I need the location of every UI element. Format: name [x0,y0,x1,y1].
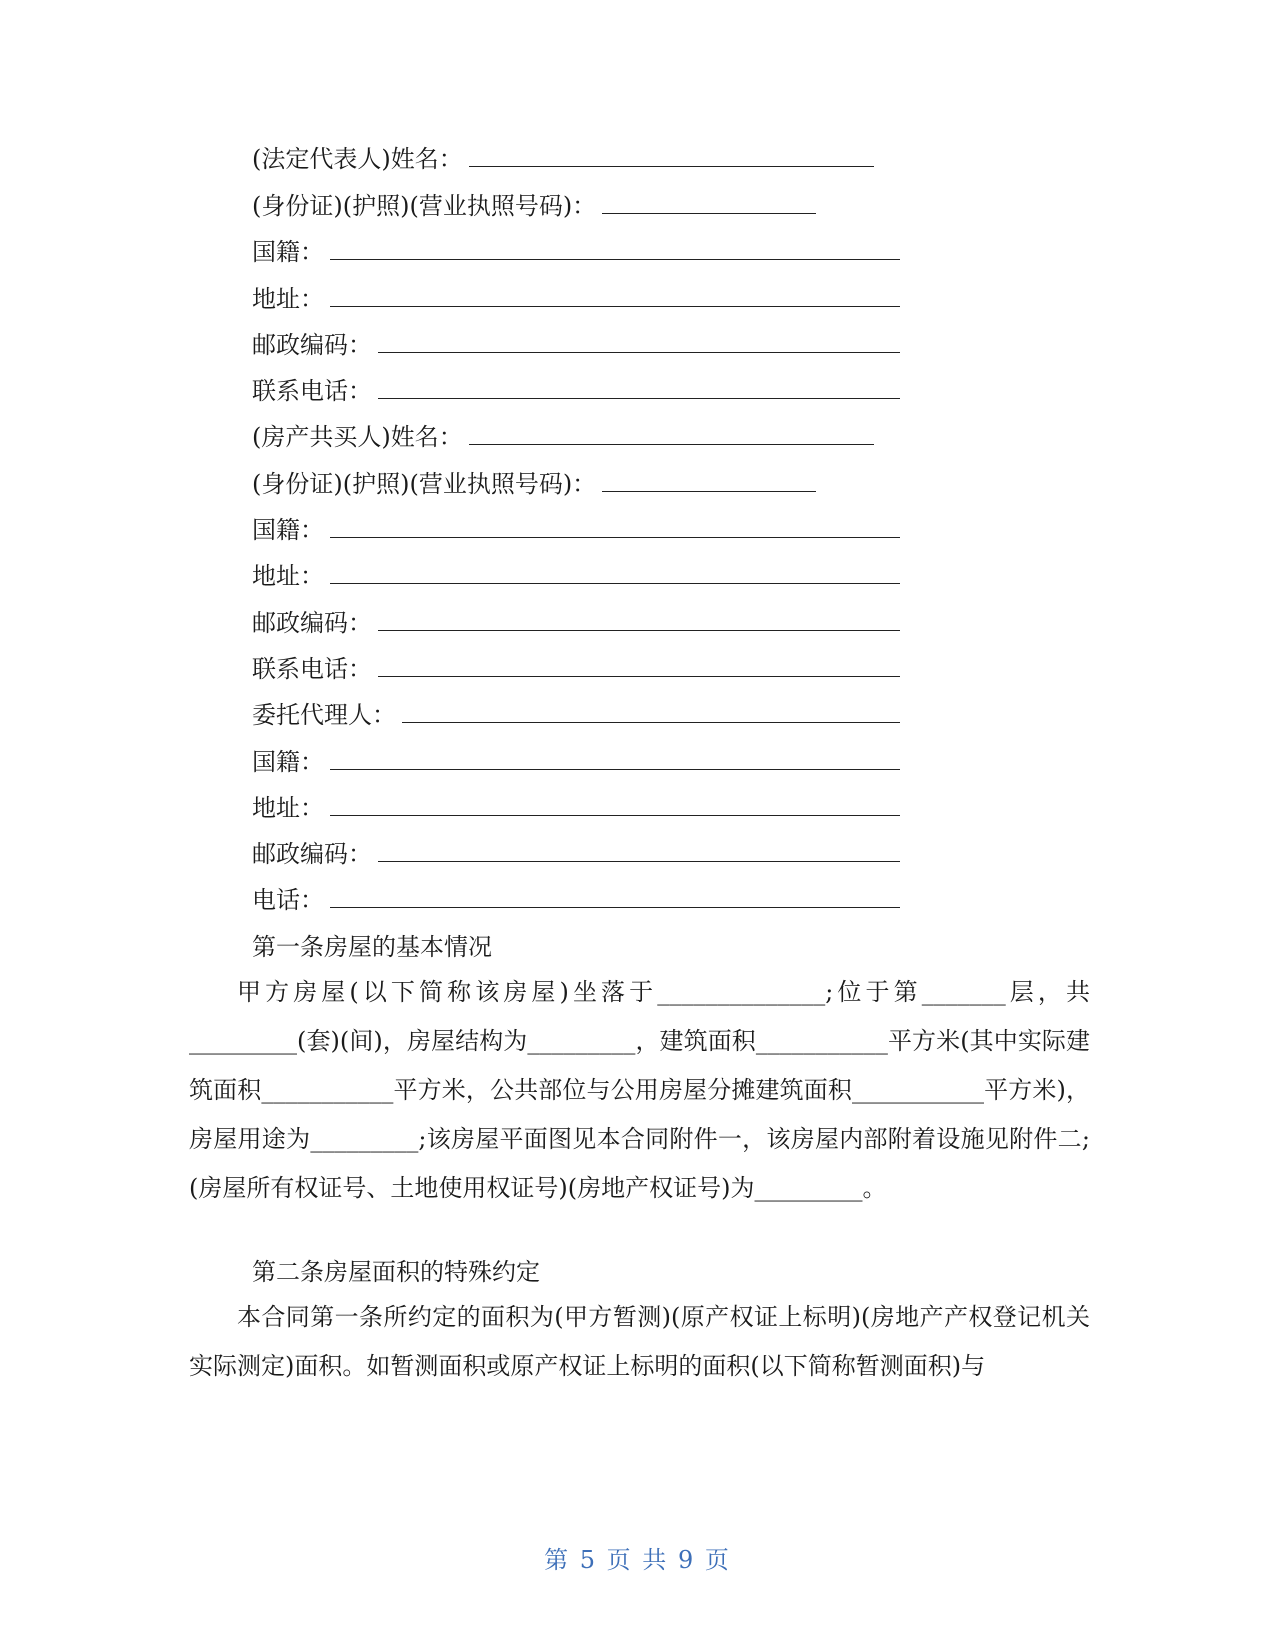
fill-blank [378,650,900,677]
field-label: 电话： [252,886,324,914]
field-label: 地址： [252,562,324,590]
field-agent [252,695,900,735]
fill-blank [378,835,900,862]
fill-blank [602,187,816,214]
fill-blank [602,465,816,492]
field-label: 联系电话： [252,655,372,683]
field-label: 邮政编码： [252,840,372,868]
field-label: 邮政编码： [252,609,372,637]
fill-blank [330,280,900,307]
field-label: (房产共买人)姓名： [252,423,463,451]
field-agent-nationality [252,742,900,782]
fill-blank [330,511,900,538]
fill-blank [469,140,874,167]
fill-blank [330,233,900,260]
field-co-buyer-phone [252,649,900,689]
field-label: 地址： [252,285,324,313]
page-number-footer: 第 5 页 共 9 页 [544,1546,731,1574]
field-co-buyer-name [252,417,874,457]
fill-blank [330,743,900,770]
field-address [252,279,900,319]
field-co-buyer-address [252,556,900,596]
field-phone [252,371,900,411]
article-2-heading: 第二条房屋面积的特殊约定 [252,1258,540,1286]
field-agent-postcode [252,834,900,874]
field-label: 委托代理人： [252,701,396,729]
field-nationality [252,232,900,272]
field-label: 邮政编码： [252,331,372,359]
fill-blank [378,326,900,353]
field-label: 国籍： [252,516,324,544]
fill-blank [330,881,900,908]
field-label: 国籍： [252,748,324,776]
article-2-body: 本合同第一条所约定的面积为(甲方暂测)(原产权证上标明)(房地产产权登记机关实际测定)面积。如暂测面积或原产权证上标明的面积(以下简称暂测面积)与 [189,1303,1090,1380]
field-legal-rep-name [252,139,874,179]
fill-blank [330,557,900,584]
field-label: 地址： [252,794,324,822]
fill-blank [378,372,900,399]
article-1-body: 甲方房屋(以下简称该房屋)坐落于______________;位于第_______层，共_________(套)(间)，房屋结构为_________，建筑面积___________平方米(其中实际建筑面积___________平方米，公共部位与公用房屋分摊建筑面积___________平方米)，房屋用途为_________;该房屋平面图见本合同附件一，该房屋内部附着设施见附件二;(房屋所有权证号、土地使用权证号)(房地产权证号)为_________。 [189,978,1090,1202]
field-label: 国籍： [252,238,324,266]
field-co-buyer-postcode [252,603,900,643]
field-label: (身份证)(护照)(营业执照号码)： [252,192,597,220]
field-id-number [252,186,816,226]
field-agent-phone [252,880,900,920]
article-1-heading: 第一条房屋的基本情况 [252,933,492,961]
field-co-buyer-nationality [252,510,900,550]
fill-blank [330,789,900,816]
fill-blank [469,418,874,445]
field-postcode [252,325,900,365]
field-label: 联系电话： [252,377,372,405]
field-label: (法定代表人)姓名： [252,145,463,173]
field-co-buyer-id-number [252,464,816,504]
fill-blank [378,604,900,631]
field-label: (身份证)(护照)(营业执照号码)： [252,470,597,498]
fill-blank [402,696,900,723]
field-agent-address [252,788,900,828]
